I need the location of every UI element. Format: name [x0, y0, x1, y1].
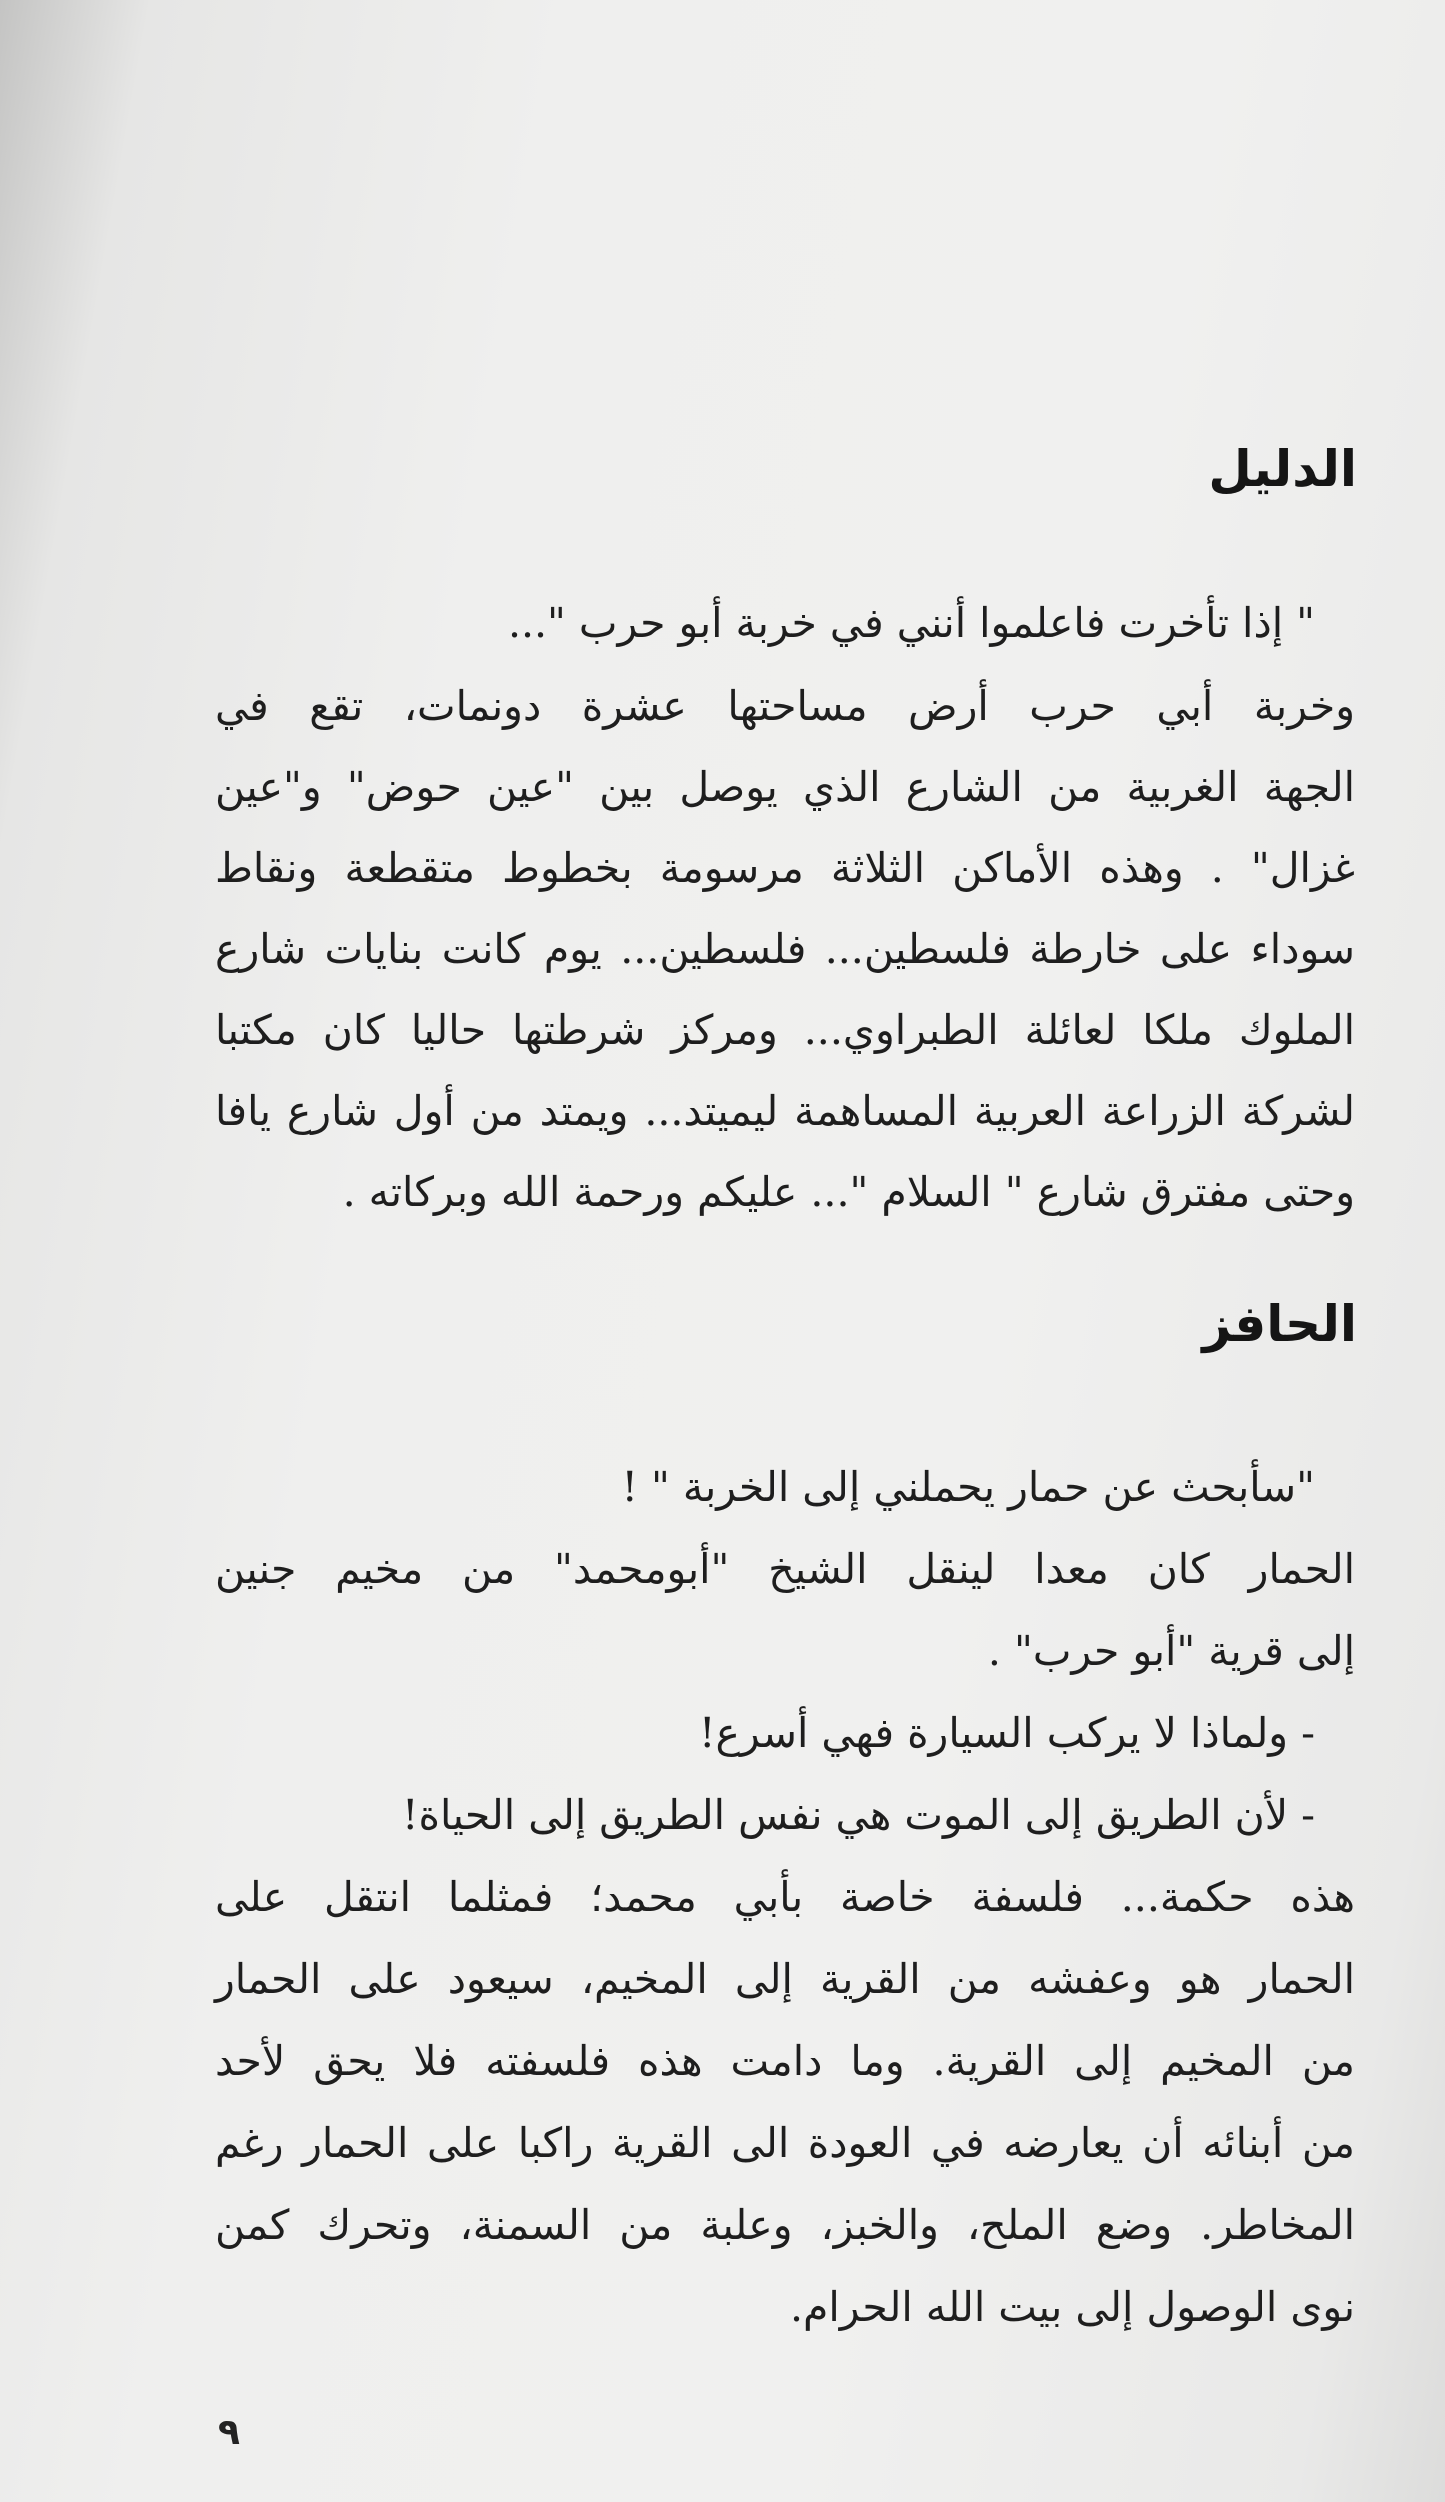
paragraph-line: إلى قرية "أبو حرب" . — [987, 1627, 1355, 1675]
paragraph-line: من المخيم إلى القرية. وما دامت هذه فلسفته فلا يحق لأحد — [215, 2037, 1355, 2085]
paragraph-line: المخاطر. وضع الملح، والخبز، وعلبة من السمنة، وتحرك كمن — [215, 2201, 1355, 2249]
paragraph-line: لشركة الزراعة العربية المساهمة ليميتد... ويمتد من أول شارع يافا — [215, 1087, 1355, 1135]
paragraph-line: "سأبحث عن حمار يحملني إلى الخربة " ! — [621, 1463, 1315, 1511]
section-heading-guide: الدليل — [1208, 440, 1357, 498]
paragraph-line: الجهة الغربية من الشارع الذي يوصل بين "عين حوض" و"عين — [215, 763, 1355, 811]
section-heading-motive: الحافز — [1202, 1295, 1357, 1353]
dialogue-line: - لأن الطريق إلى الموت هي نفس الطريق إلى الحياة! — [402, 1791, 1315, 1839]
paragraph-line: غزال" . وهذه الأماكن الثلاثة مرسومة بخطوط متقطعة ونقاط — [215, 844, 1355, 892]
paragraph-line: الحمار كان معدا لينقل الشيخ "أبومحمد" من مخيم جنين — [215, 1545, 1355, 1593]
paragraph-line: الحمار هو وعفشه من القرية إلى المخيم، سيعود على الحمار — [215, 1955, 1355, 2003]
page-number: ٩ — [218, 2412, 240, 2453]
paragraph-line: هذه حكمة... فلسفة خاصة بأبي محمد؛ فمثلما انتقل على — [215, 1873, 1355, 1921]
paragraph-line: الملوك ملكا لعائلة الطبراوي... ومركز شرطتها حاليا كان مكتبا — [215, 1006, 1355, 1054]
paragraph-line: سوداء على خارطة فلسطين... فلسطين... يوم كانت بنايات شارع — [215, 925, 1355, 973]
paragraph-line: وخربة أبي حرب أرض مساحتها عشرة دونمات، تقع في — [215, 682, 1355, 730]
paragraph-line: " إذا تأخرت فاعلموا أنني في خربة أبو حرب "... — [507, 599, 1315, 647]
dialogue-line: - ولماذا لا يركب السيارة فهي أسرع! — [699, 1709, 1315, 1757]
paragraph-line: نوى الوصول إلى بيت الله الحرام. — [789, 2283, 1355, 2331]
paragraph-line: وحتى مفترق شارع " السلام "... عليكم ورحمة الله وبركاته . — [342, 1168, 1355, 1216]
paragraph-line: من أبنائه أن يعارضه في العودة الى القرية راكبا على الحمار رغم — [215, 2119, 1355, 2167]
